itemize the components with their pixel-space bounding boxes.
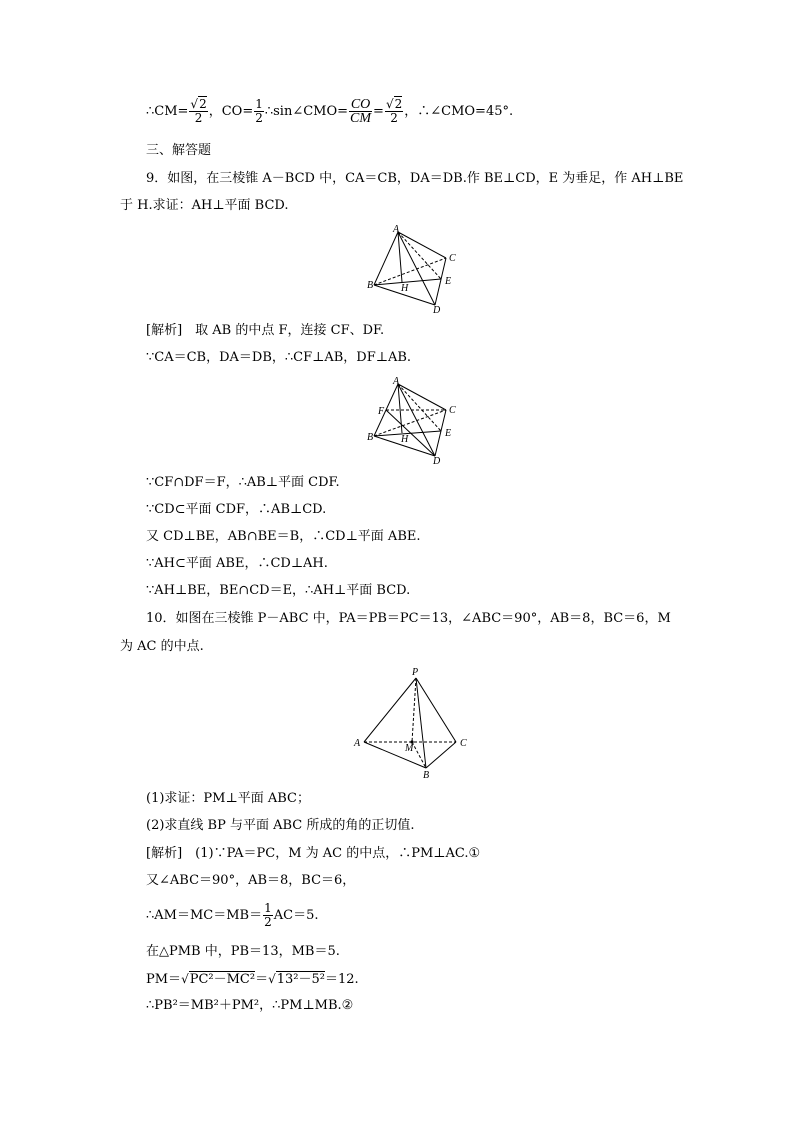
label-a: A (354, 738, 361, 749)
hidden-segment-ae (398, 384, 441, 431)
section-title: 三、解答题 (146, 143, 212, 158)
q10-part2: (2)求直线 BP 与平面 ABC 所成的角的正切值. (146, 818, 415, 833)
figure-tetrahedron-with-midpoint-f (364, 374, 464, 466)
q9-step-4: ∵AH⊂平面 ABE，∴CD⊥AH. (146, 556, 328, 571)
q10-analysis-line4: 在△PMB 中，PB＝13，MB＝5. (146, 944, 340, 959)
hidden-segment-ae (398, 232, 441, 279)
text: ，∴∠CMO=45°. (404, 104, 514, 119)
q10-line1: 10．如图在三棱锥 P－ABC 中，PA＝PB＝PC＝13，∠ABC＝90°，AB＝8，BC＝6，M (146, 611, 671, 626)
text: ∴sin∠CMO= (264, 104, 349, 119)
q10-part1: (1)求证：PM⊥平面 ABC； (146, 791, 310, 806)
label-c: C (449, 253, 456, 264)
label-h: H (401, 434, 409, 445)
label-p: P (412, 667, 419, 678)
label-a: A (393, 224, 400, 235)
q10-analysis-line6: ∴PB²＝MB²＋PM²，∴PM⊥MB.② (146, 998, 354, 1013)
text: ∴CM= (146, 104, 189, 119)
q10-analysis-line1: [解析] (1)∵PA＝PC，M 为 AC 的中点，∴PM⊥AC.① (146, 846, 481, 861)
edge-pa (364, 678, 416, 742)
edge-ab (364, 742, 426, 768)
fraction-1-over-2: $\frac{1}{2}$ (255, 97, 263, 125)
sqrt-symbol: √ (190, 97, 199, 111)
edge-ac (398, 232, 446, 258)
q10-analysis-line2: 又∠ABC＝90°，AB＝8，BC＝6， (146, 873, 356, 888)
label-b: B (423, 770, 430, 781)
text: = (373, 104, 384, 119)
q9-step-2: ∵CD⊂平面 CDF，∴AB⊥CD. (146, 502, 327, 517)
q9-step-3: 又 CD⊥BE，AB∩BE＝B，∴CD⊥平面 ABE. (146, 529, 421, 544)
label-e: E (445, 428, 452, 439)
analysis-tag: [解析] (146, 323, 183, 338)
line-cm-co (146, 98, 513, 125)
label-e: E (445, 276, 452, 287)
analysis-tag: [解析] (146, 846, 183, 861)
q9-analysis-line2: ∵CA＝CB，DA＝DB，∴CF⊥AB，DF⊥AB. (146, 350, 412, 365)
q10-analysis-line3: ∴AM＝MC＝MB＝ $\frac{1}{2}$ AC＝5. (146, 901, 319, 929)
fraction-sqrt2-over-2: $\frac{√2}{2}$ (190, 97, 207, 125)
label-c: C (449, 405, 456, 416)
fraction-1-over-2: $\frac{1}{2}$ (264, 901, 272, 929)
q9-analysis-line1: [解析] 取 AB 的中点 F，连接 CF、DF. (146, 323, 385, 338)
label-c: C (460, 738, 467, 749)
text: ，CO= (208, 104, 254, 119)
edge-bc (426, 742, 456, 768)
label-f: F (378, 406, 385, 417)
label-h: H (401, 283, 409, 294)
figure-tetrahedron-abcd (364, 224, 464, 314)
sqrt-symbol: √ (385, 97, 394, 111)
fraction-sqrt2-over-2: $\frac{√2}{2}$ (385, 97, 403, 125)
sqrt-symbol: √ (268, 972, 276, 986)
q9-step-5: ∵AH⊥BE，BE∩CD＝E，∴AH⊥平面 BCD. (146, 583, 411, 598)
q9-line2: 于 H.求证：AH⊥平面 BCD. (120, 198, 289, 213)
figure-tetrahedron-pabc (350, 664, 480, 782)
label-m: M (405, 743, 414, 754)
q9-line1: 9．如图，在三棱锥 A－BCD 中，CA＝CB，DA＝DB.作 BE⊥CD，E 为垂足，作 AH⊥BE (146, 171, 684, 186)
q9-step-1: ∵CF∩DF＝F，∴AB⊥平面 CDF. (146, 475, 340, 490)
fraction-co-over-cm: $\frac{CO}{CM}$ (350, 97, 372, 126)
q10-line2: 为 AC 的中点. (120, 639, 204, 654)
q10-analysis-line5: PM＝√PC²－MC²＝√13²－5²＝12. (146, 972, 359, 987)
label-d: D (433, 305, 441, 314)
label-b: B (367, 280, 374, 291)
label-b: B (367, 432, 374, 443)
label-a: A (393, 376, 400, 387)
label-d: D (433, 456, 441, 466)
hidden-segment-pm (412, 678, 416, 742)
sqrt-symbol: √ (181, 972, 189, 986)
edge-ad (398, 232, 435, 305)
